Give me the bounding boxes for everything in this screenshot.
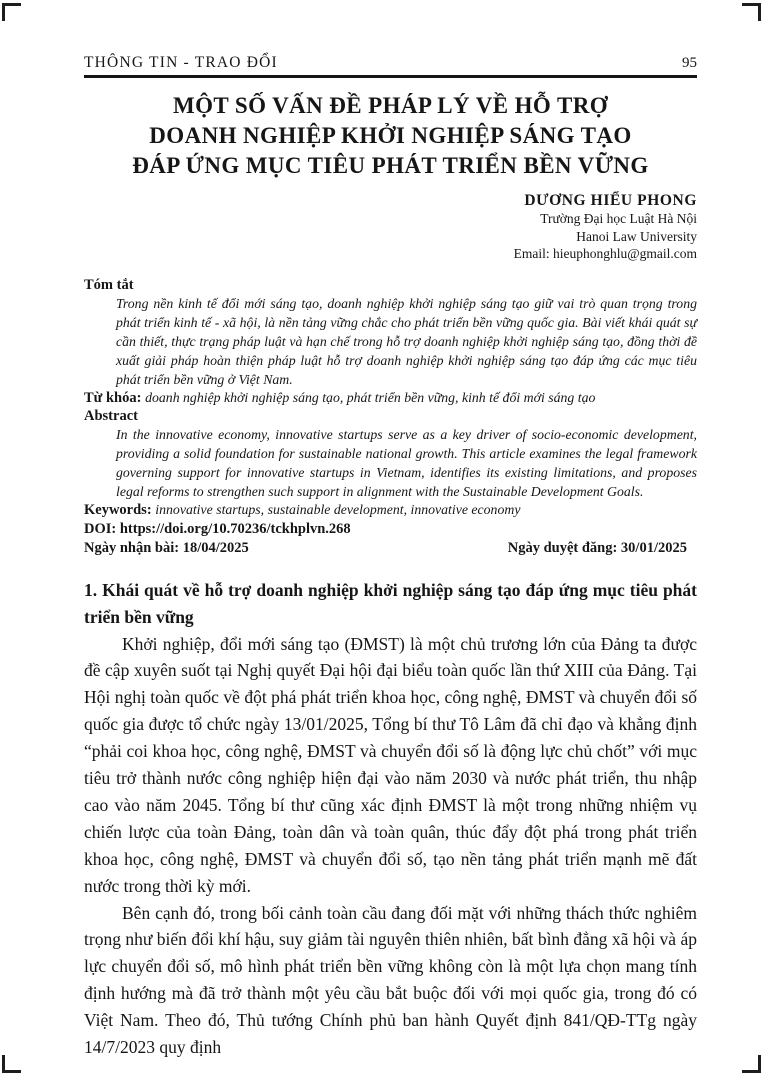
section-1-heading: 1. Khái quát về hỗ trợ doanh nghiệp khởi nghiệp sáng tạo đáp ứng mục tiêu phát triển bền vững <box>84 579 697 627</box>
page-number: 95 <box>682 55 697 71</box>
author-name: DƯƠNG HIỂU PHONG <box>524 192 697 209</box>
abstract-vi-label: Tóm tắt <box>84 276 134 293</box>
article-title <box>84 91 697 181</box>
author-email: Email: hieuphonghlu@gmail.com <box>513 246 697 261</box>
section-name: THÔNG TIN - TRAO ĐỔI <box>84 54 278 71</box>
abstract-en-text: In the innovative economy, innovative startups serve as a key driver of socio-economic development, providing a solid foundation for sustainable national growth. This article examines the legal framework governing support for innovative startups in Vietnam, identifies its existing limitations, and proposes legal reforms to strengthen such support in alignment with the Sustainable Development Goals. <box>116 427 697 499</box>
title-line-3: ĐÁP ỨNG MỤC TIÊU PHÁT TRIỂN BỀN VỮNG <box>132 153 649 178</box>
keywords-en-label: Keywords: <box>84 502 156 518</box>
abstract-en-label: Abstract <box>84 408 138 424</box>
abstract-vi-text: Trong nền kinh tế đổi mới sáng tạo, doanh nghiệp khởi nghiệp sáng tạo giữ vai trò quan trọng trong phát triển kinh tế - xã hội, là nền tảng vững chắc cho phát triển bền vững quốc gia. Bài viết khái quát sự cần thiết, thực trạng pháp luật và hạn chế trong hỗ trợ doanh nghiệp khởi nghiệp sáng tạo, đồng thời đề xuất giải pháp hoàn thiện pháp luật hỗ trợ doanh nghiệp khởi nghiệp sáng tạo đáp ứng các mục tiêu phát triển bền vững ở Việt Nam. <box>116 295 697 387</box>
keywords-vi-values: doanh nghiệp khởi nghiệp sáng tạo, phát triển bền vững, kinh tế đổi mới sáng tạo <box>145 389 596 405</box>
section-1-paragraph-2: Bên cạnh đó, trong bối cảnh toàn cầu đang đối mặt với những thách thức nghiêm trọng như biến đổi khí hậu, suy giảm tài nguyên thiên nhiên, bất bình đẳng xã hội và áp lực chuyển đổi số, mô hình phát triển bền vững không còn là một lựa chọn mang tính định hướng mà đã trở thành một yêu cầu bắt buộc đối với mọi quốc gia, trong đó có Việt Nam. Theo đó, Thủ tướng Chính phủ ban hành Quyết định 841/QĐ-TTg ngày 14/7/2023 quy định <box>84 902 697 1058</box>
keywords-vi-line <box>84 389 697 408</box>
author-affiliation-vi: Trường Đại học Luật Hà Nội <box>540 211 697 226</box>
crop-mark-top-right <box>742 3 761 21</box>
keywords-en-values: innovative startups, sustainable development, innovative economy <box>155 502 521 517</box>
abstract-block <box>84 276 697 558</box>
header-rule <box>84 75 697 78</box>
crop-mark-bottom-left <box>2 1055 21 1073</box>
keywords-vi-label: Từ khóa: <box>84 389 146 406</box>
running-header <box>84 54 697 72</box>
title-line-2: DOANH NGHIỆP KHỞI NGHIỆP SÁNG TẠO <box>149 123 632 148</box>
section-1-paragraph-1: Khởi nghiệp, đổi mới sáng tạo (ĐMST) là một chủ trương lớn của Đảng ta được đề cập xuyên suốt tại Nghị quyết Đại hội đại biểu toàn quốc lần thứ XIII của Đảng. Tại Hội nghị toàn quốc về đột phá phát triển khoa học, công nghệ, ĐMST và chuyển đổi số quốc gia được tổ chức ngày 13/01/2025, Tổng bí thư Tô Lâm đã chỉ đạo và khẳng định “phải coi khoa học, công nghệ, ĐMST và chuyển đổi số là động lực chủ chốt” với mục tiêu trở thành nước công nghiệp hiện đại vào năm 2030 và nước phát triển, thu nhập cao vào năm 2045. Tổng bí thư cũng xác định ĐMST là một trong những nhiệm vụ chiến lược của toàn Đảng, toàn dân và toàn quân, thúc đẩy đột phá trong phát triển khoa học, công nghệ, ĐMST và chuyển đổi số, tạo nền tảng phát triển mạnh mẽ đất nước trong thời kỳ mới. <box>84 633 697 896</box>
author-affiliation-en: Hanoi Law University <box>576 228 697 244</box>
dates-line <box>84 539 697 558</box>
title-line-1: MỘT SỐ VẤN ĐỀ PHÁP LÝ VỀ HỖ TRỢ <box>173 93 608 118</box>
author-block <box>84 192 697 263</box>
crop-mark-bottom-right <box>742 1055 761 1073</box>
accepted-date: Ngày duyệt đăng: 30/01/2025 <box>507 539 687 556</box>
received-date: Ngày nhận bài: 18/04/2025 <box>84 539 249 556</box>
doi-line: DOI: https://doi.org/10.70236/tckhplvn.268 <box>84 520 351 537</box>
keywords-en-line <box>84 501 697 520</box>
crop-mark-top-left <box>2 3 21 21</box>
